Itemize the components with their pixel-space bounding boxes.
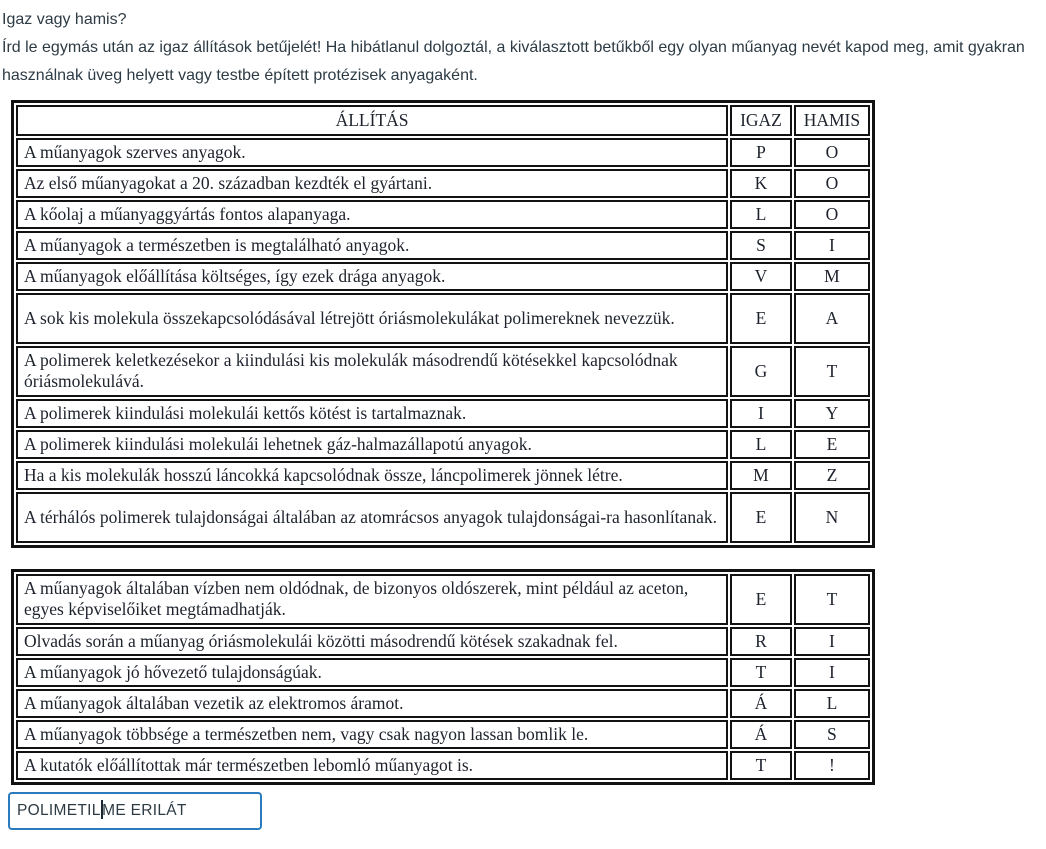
statements-table-2 — [11, 569, 875, 785]
statement-cell: A kutatók előállítottak már természetben lebomló műanyagot is. — [16, 751, 728, 780]
hamis-letter-cell: I — [794, 627, 870, 656]
igaz-letter-cell: Á — [730, 689, 792, 718]
table-row — [16, 293, 870, 344]
igaz-letter-cell: L — [730, 200, 792, 229]
igaz-letter-cell: G — [730, 346, 792, 397]
table-row — [16, 720, 870, 749]
exercise-instructions: Írd le egymás után az igaz állítások betűjelét! Ha hibátlanul dolgoztál, a kiválasztott betűkből egy olyan műanyag nevét kapod meg, amit gyakran használnak üveg helyett vagy testbe épített protézisek anyagaként. — [2, 39, 1025, 84]
statement-cell: A műanyagok előállítása költséges, így ezek drága anyagok. — [16, 262, 728, 291]
igaz-letter-cell: P — [730, 138, 792, 167]
igaz-letter-cell: E — [730, 492, 792, 543]
statement-cell: A polimerek keletkezésekor a kiindulási kis molekulák másodrendű kötésekkel kapcsolódnak óriásmolekulává. — [16, 346, 728, 397]
hamis-letter-cell: T — [794, 346, 870, 397]
statement-cell: A műanyagok jó hővezető tulajdonságúak. — [16, 658, 728, 687]
hamis-letter-cell: I — [794, 231, 870, 260]
hamis-letter-cell: M — [794, 262, 870, 291]
table-row — [16, 200, 870, 229]
igaz-letter-cell: T — [730, 658, 792, 687]
statement-cell: A sok kis molekula összekapcsolódásával létrejött óriásmolekulákat polimereknek nevezzük. — [16, 293, 728, 344]
table-row — [16, 346, 870, 397]
statement-cell: A polimerek kiindulási molekulái kettős kötést is tartalmaznak. — [16, 399, 728, 428]
statement-cell: A műanyagok többsége a természetben nem, vagy csak nagyon lassan bomlik le. — [16, 720, 728, 749]
table-row — [16, 461, 870, 490]
table-row — [16, 430, 870, 459]
hamis-letter-cell: Y — [794, 399, 870, 428]
header-row — [16, 105, 870, 136]
hamis-letter-cell: ! — [794, 751, 870, 780]
igaz-letter-cell: E — [730, 293, 792, 344]
statement-cell: A műanyagok szerves anyagok. — [16, 138, 728, 167]
igaz-letter-cell: L — [730, 430, 792, 459]
statement-cell: A műanyagok általában vízben nem oldódnak, de bizonyos oldószerek, mint például az aceton, egyes képviselőiket megtámadhatják. — [16, 574, 728, 625]
column-header-hamis: HAMIS — [794, 105, 870, 136]
column-header-igaz: IGAZ — [730, 105, 792, 136]
answer-text-after-caret: ME ERILÁT — [102, 802, 187, 819]
igaz-letter-cell: Á — [730, 720, 792, 749]
exercise-title: Igaz vagy hamis? — [2, 11, 127, 28]
statement-cell: A polimerek kiindulási molekulái lehetnek gáz-halmazállapotú anyagok. — [16, 430, 728, 459]
table-row — [16, 658, 870, 687]
hamis-letter-cell: O — [794, 138, 870, 167]
hamis-letter-cell: L — [794, 689, 870, 718]
statement-cell: Az első műanyagokat a 20. században kezdték el gyártani. — [16, 169, 728, 198]
table-row — [16, 231, 870, 260]
statements-table-1 — [11, 100, 875, 548]
table-row — [16, 399, 870, 428]
table-row — [16, 574, 870, 625]
igaz-letter-cell: V — [730, 262, 792, 291]
hamis-letter-cell: Z — [794, 461, 870, 490]
statement-cell: Olvadás során a műanyag óriásmolekulái közötti másodrendű kötések szakadnak fel. — [16, 627, 728, 656]
igaz-letter-cell: M — [730, 461, 792, 490]
hamis-letter-cell: T — [794, 574, 870, 625]
hamis-letter-cell: O — [794, 169, 870, 198]
statement-cell: A műanyagok általában vezetik az elektromos áramot. — [16, 689, 728, 718]
igaz-letter-cell: T — [730, 751, 792, 780]
statement-cell: Ha a kis molekulák hosszú láncokká kapcsolódnak össze, láncpolimerek jönnek létre. — [16, 461, 728, 490]
table-row — [16, 751, 870, 780]
hamis-letter-cell: A — [794, 293, 870, 344]
answer-text-before-caret: POLIMETIL — [17, 802, 101, 819]
column-header-statement: ÁLLÍTÁS — [16, 105, 728, 136]
igaz-letter-cell: I — [730, 399, 792, 428]
igaz-letter-cell: R — [730, 627, 792, 656]
table-row — [16, 169, 870, 198]
igaz-letter-cell: K — [730, 169, 792, 198]
statement-cell: A térhálós polimerek tulajdonságai általában az atomrácsos anyagok tulajdonságai-ra hasonlítanak. — [16, 492, 728, 543]
table-row — [16, 138, 870, 167]
igaz-letter-cell: E — [730, 574, 792, 625]
statement-cell: A kőolaj a műanyaggyártás fontos alapanyaga. — [16, 200, 728, 229]
hamis-letter-cell: N — [794, 492, 870, 543]
hamis-letter-cell: I — [794, 658, 870, 687]
hamis-letter-cell: E — [794, 430, 870, 459]
hamis-letter-cell: O — [794, 200, 870, 229]
instructions-block — [0, 0, 1046, 90]
table-row — [16, 492, 870, 543]
table-row — [16, 689, 870, 718]
statement-cell: A műanyagok a természetben is megtalálható anyagok. — [16, 231, 728, 260]
table-row — [16, 262, 870, 291]
table-row — [16, 627, 870, 656]
igaz-letter-cell: S — [730, 231, 792, 260]
hamis-letter-cell: S — [794, 720, 870, 749]
answer-input[interactable] — [8, 792, 262, 830]
